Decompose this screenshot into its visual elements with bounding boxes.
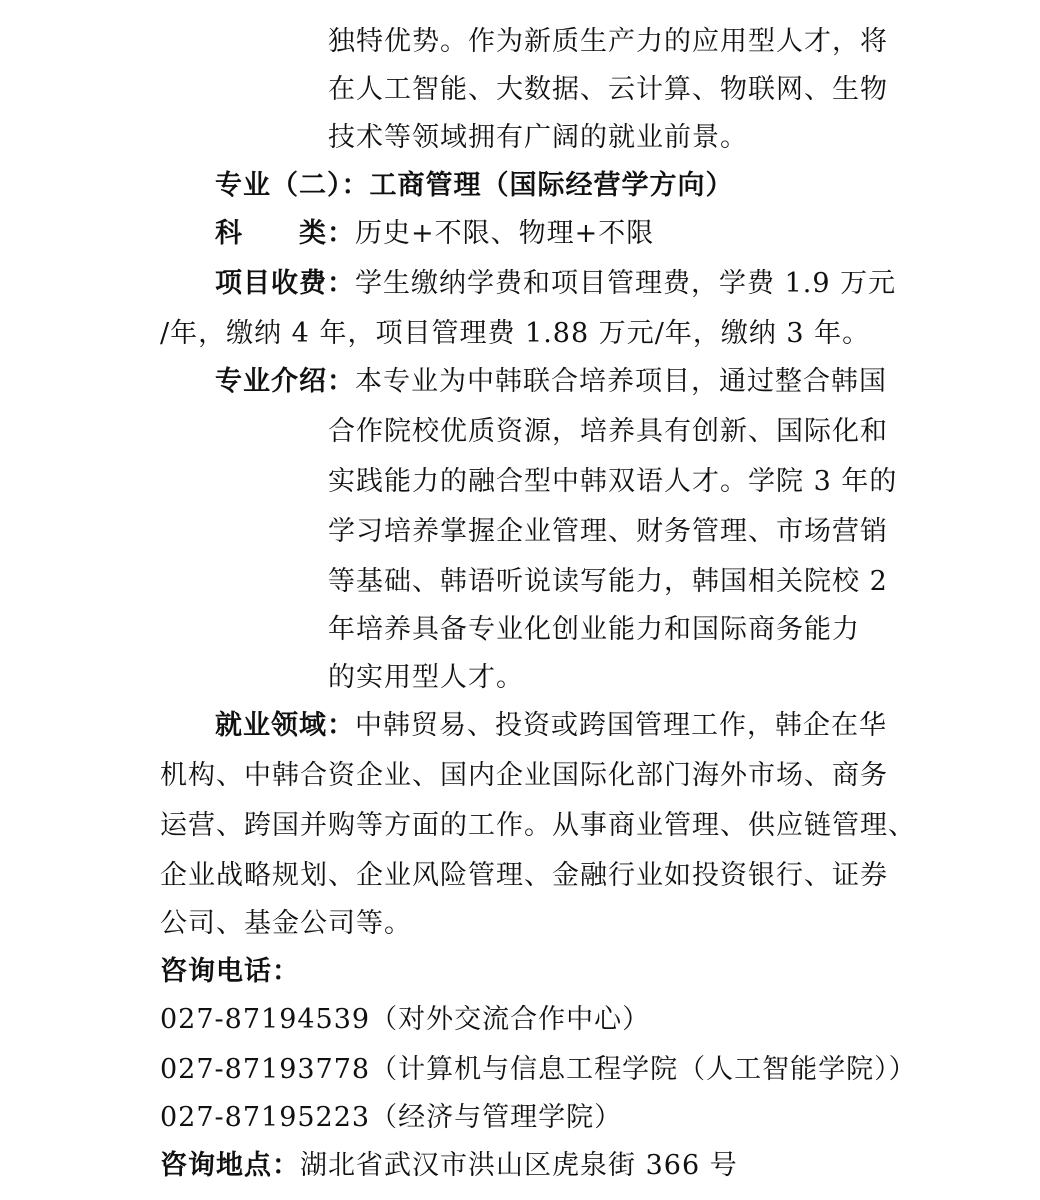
- career-row: [215, 702, 887, 750]
- fee-label: 项目收费：: [215, 268, 355, 299]
- career-line-5: 公司、基金公司等。: [160, 908, 412, 939]
- career-line-1: 中韩贸易、投资或跨国管理工作，韩企在华: [355, 710, 887, 741]
- fee-line-2: /年，缴纳 4 年，项目管理费 1.88 万元/年，缴纳 3 年。: [160, 318, 871, 349]
- major-intro-label: 专业介绍：: [215, 366, 355, 397]
- phone-3: 027-87195223（经济与管理学院）: [160, 1102, 623, 1133]
- intro-tail-line-1: 独特优势。作为新质生产力的应用型人才，将: [328, 26, 888, 57]
- phone-2: 027-87193778（计算机与信息工程学院（人工智能学院））: [160, 1054, 917, 1085]
- career-line-4: 企业战略规划、企业风险管理、金融行业如投资银行、证券: [160, 860, 888, 891]
- fee-row: [215, 260, 896, 308]
- career-line-3: 运营、跨国并购等方面的工作。从事商业管理、供应链管理、: [160, 810, 916, 841]
- career-line-2: 机构、中韩合资企业、国内企业国际化部门海外市场、商务: [160, 760, 888, 791]
- intro-tail-line-2: 在人工智能、大数据、云计算、物联网、生物: [328, 74, 888, 105]
- subject-value: 历史+不限、物理+不限: [355, 218, 655, 249]
- major-intro-line-2: 合作院校优质资源，培养具有创新、国际化和: [328, 416, 888, 447]
- address-row: [160, 1142, 738, 1190]
- major-intro-line-7: 的实用型人才。: [328, 662, 524, 693]
- fee-line-1: 学生缴纳学费和项目管理费，学费 1.9 万元: [355, 268, 897, 299]
- intro-tail-line-3: 技术等领域拥有广阔的就业前景。: [328, 122, 748, 153]
- phone-label: 咨询电话：: [160, 956, 300, 987]
- address-value: 湖北省武汉市洪山区虎泉街 366 号: [300, 1150, 738, 1181]
- subject-label: 科 类：: [215, 218, 355, 249]
- major-intro-line-6: 年培养具备专业化创业能力和国际商务能力: [328, 614, 860, 645]
- career-label: 就业领域：: [215, 710, 355, 741]
- subject-row: [215, 210, 654, 258]
- major-intro-line-3: 实践能力的融合型中韩双语人才。学院 3 年的: [328, 466, 898, 497]
- major-intro-line-1: 本专业为中韩联合培养项目，通过整合韩国: [355, 366, 887, 397]
- major-intro-line-4: 学习培养掌握企业管理、财务管理、市场营销: [328, 516, 888, 547]
- phone-1: 027-87194539（对外交流合作中心）: [160, 1004, 651, 1035]
- major-intro-row: [215, 358, 887, 406]
- address-label: 咨询地点：: [160, 1150, 300, 1181]
- major-intro-line-5: 等基础、韩语听说读写能力，韩国相关院校 2: [328, 566, 888, 597]
- major-2-heading: 专业（二）：工商管理（国际经营学方向）: [215, 170, 734, 201]
